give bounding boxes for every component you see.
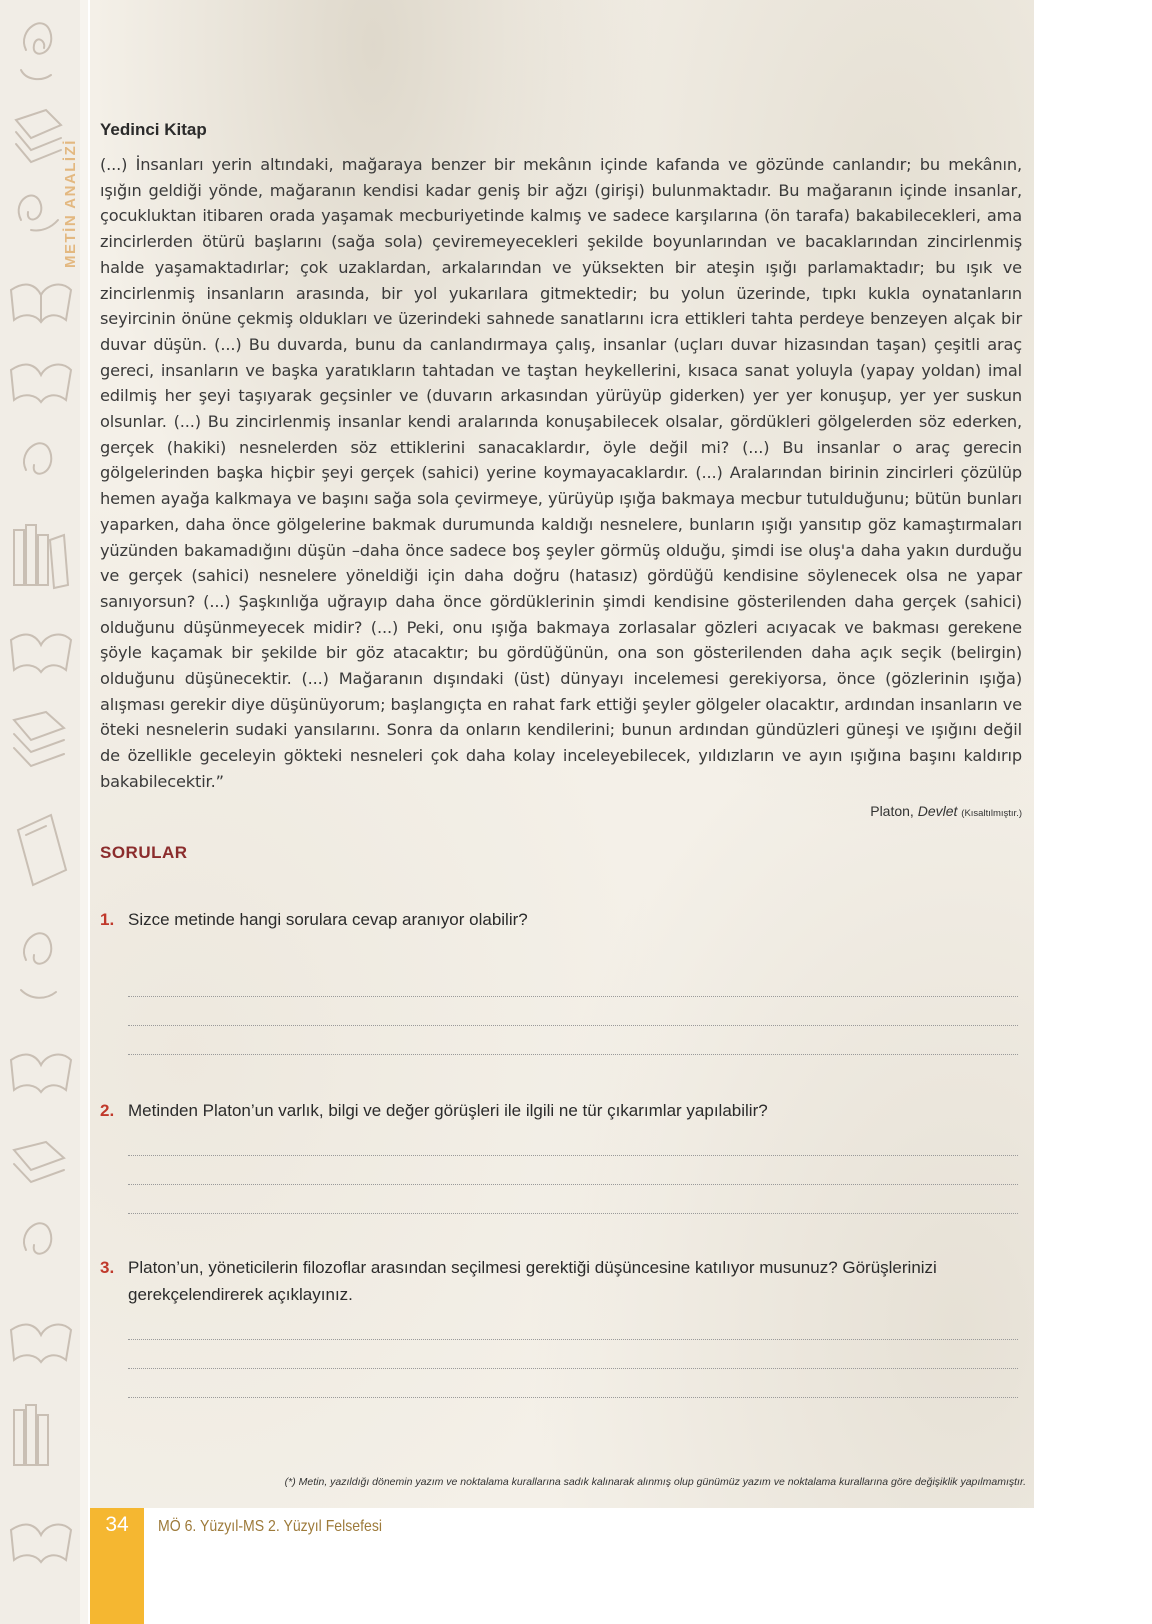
question-number: 2. xyxy=(100,1101,115,1120)
citation-note: (Kısaltılmıştır.) xyxy=(961,807,1022,819)
questions-heading: SORULAR xyxy=(100,842,188,862)
answer-line[interactable] xyxy=(128,1054,1018,1055)
footnote: (*) Metin, yazıldığı dönemin yazım ve noktalama kurallarına sadık kalınarak alınmış olup günümüz yazım ve noktalama kurallarına göre değişiklik yapılmamıştır. xyxy=(284,1476,1026,1488)
question-text: Metinden Platon’un varlık, bilgi ve değer görüşleri ile ilgili ne tür çıkarımlar yapılabilir? xyxy=(128,1101,768,1120)
question-text: Sizce metinde hangi sorulara cevap aranıyor olabilir? xyxy=(128,910,528,929)
main-content xyxy=(100,120,1022,863)
citation-book: Devlet xyxy=(917,802,958,819)
question-number: 3. xyxy=(100,1258,115,1277)
passage-title: Yedinci Kitap xyxy=(100,120,207,139)
answer-line[interactable] xyxy=(128,1339,1018,1340)
answer-line[interactable] xyxy=(128,1155,1018,1156)
answer-line[interactable] xyxy=(128,1025,1018,1026)
citation-author: Platon, xyxy=(870,802,914,819)
passage-text: (...) İnsanları yerin altındaki, mağaraya benzer bir mekânın içinde kafanda ve gözünde canlandır; bu mekânın, ışığın geldiği yönde, mağaranın kendisi kadar geniş bir ağzı (girişi) bulunmaktadır. Bu mağaranın içinde insanlar, çocukluktan itibaren orada yaşamak mecburiyetinde kalmış ve sadece karşılarına (ön tarafa) bakabilecekleri, ama zincirlerden ötürü başlarını (sağa sola) çeviremeyecekleri şekilde boyunlarından ve bacaklarından zincirlenmiş halde yaşamaktadırlar; çok uzaklardan, arkalarından ve yüksekten bir ateşin ışığı parlamaktadır; bu ışık ve zincirlenmiş insanların arasında, bir yol yukarılara gitmektedir; bu yolun üzerinde, tıpkı kukla oynatanların seyircinin önüne çekmiş oldukları ve üzerindeki sahnede sanatlarını icra ettikleri tahta perdeye benzeyen alçak bir duvar düşün. (...) Bu duvarda, bunu da canlandırmaya çalış, insanlar (uçları duvar hizasından taşan) çeşitli araç gereci, insanların ve başka yaratıkların tahtadan ve taştan heykellerini, kısaca sanat yoluyla (yapay yoldan) imal edilmiş her şeyi taşıyarak geçsinler ve (duvarın arkasından yürüyüp giderken) yer yer konuşup, yer yer suskun olsunlar. (...) Bu zincirlenmiş insanlar kendi aralarında konuşabilecek olsalar, gördükleri gölgelerden söz ederken, gerçek (hakiki) nesnelerden söz ettiklerini sanacaklardır, öyle değil mi? (...) Bu insanlar o araç gerecin gölgelerinden başka hiçbir şeyi gerçek (sahici) yerine koymayacaklardır. (...) Aralarından birinin zincirleri çözülüp hemen ayağa kalkmaya ve başını sağa sola çevirmeye, yürüyüp ışığa bakmaya mecbur tutulduğunu; bütün bunları yaparken, daha önce gölgelerine bakmak durumunda kaldığı nesnelere, bunların ışığı yansıtıp göz kamaştırmaları yüzünden bakamadığını düşün –daha önce sadece boş şeyler görmüş olduğu, şimdi ise oluş'a daha yakın durduğu ve gerçek (sahici) nesnelere yöneldiği için daha doğru (hatasız) gördüğü kendisine söylenecek olsa ne yapar sanıyorsun? (...) Şaşkınlığa uğrayıp daha önce gördüklerinin şimdi kendisine gösterilenden daha gerçek (sahici) olduğunu düşünmeyecek midir? (...) Peki, onu ışığa bakmaya zorlasalar gözleri acıyacak ve bakması gerekene şöyle kaçamak bir şekilde bir göz atacaktır; bu gördüğünün, ona son gösterilenden daha açık seçik (belirgin) olduğunu düşünecektir. (...) Mağaranın dışındaki (üst) dünyayı incelemesi gerekiyorsa, önce (gözlerinin ışığa) alışması gerekir diye düşünüyorum; başlangıçta en rahat fark ettiği şeyler gölgeler olacaktır, ardından insanların ve öteki nesnelerin sudaki yansılarını. Sonra da onların kendilerini; bunun ardından gündüzleri güneşi ve ışığını değil de özellikle geceleyin gökteki nesneleri çok daha kolay inceleyebilecek, yıldızların ve ayın ışığına başını kaldırıp bakabilecektir.” xyxy=(100,155,1022,791)
question-text: Platon’un, yöneticilerin filozoflar arasından seçilmesi gerektiği düşüncesine katılıyor musunuz? Görüşlerinizi gerekçelendirerek açıklayınız. xyxy=(128,1258,937,1304)
running-footer-title: MÖ 6. Yüzyıl-MS 2. Yüzyıl Felsefesi xyxy=(158,1518,383,1535)
answer-line[interactable] xyxy=(128,1184,1018,1185)
answer-line[interactable] xyxy=(128,1397,1018,1398)
answer-line[interactable] xyxy=(128,1213,1018,1214)
question-number: 1. xyxy=(100,910,115,929)
answer-line[interactable] xyxy=(128,1368,1018,1369)
section-side-label: METİN ANALİZİ xyxy=(62,139,79,268)
answer-line[interactable] xyxy=(128,996,1018,997)
citation xyxy=(100,803,1022,819)
page-number: 34 xyxy=(105,1513,129,1536)
